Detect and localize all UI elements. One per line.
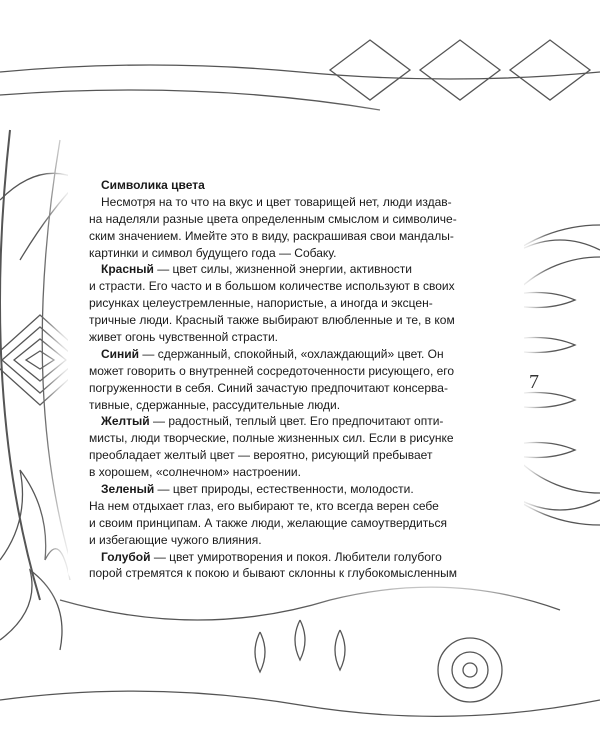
bottom-band [0,691,600,716]
red-line: и страсти. Его часто и в большом количестве используют в своих [89,279,455,294]
blue-line: тивные, сдержанные, рассудительные люди. [89,397,341,412]
red-line: живет огонь чувственной страсти. [89,330,278,345]
term-red: Красный [101,262,154,277]
lightblue-first-line: — цвет умиротворения и покоя. Любители голубого [150,549,442,564]
green-line: и своим принципам. А также люди, желающие самоутвердиться [89,515,447,530]
yellow-paragraph-start [89,413,509,430]
blue-first-line: — сдержанный, спокойный, «охлаждающий» цвет. Он [139,346,444,361]
left-flame-2 [0,570,62,650]
bottom-flower [438,638,502,702]
intro-line: ским значением. Имейте это в виду, раскрашивая свои мандалы- [89,228,454,243]
green-first-line: — цвет природы, естественности, молодости. [154,482,414,497]
page-number: 7 [529,371,539,393]
bottom-curve [60,587,560,620]
article-title: Символика цвета [101,178,205,192]
blue-line: погруженности в себя. Синий зачастую предпочитают консерва- [89,380,448,395]
green-line: и избегающие чужого влияния. [89,532,262,547]
red-line: тричные люди. Красный также выбирают влюбленные и те, в ком [89,313,455,328]
yellow-line: преобладает желтый цвет — вероятно, рисующий пребывает [89,448,433,463]
article [89,177,509,582]
red-first-line: — цвет силы, жизненной энергии, активности [153,262,412,277]
intro-line: картинки и символ будущего года — Собаку. [89,245,337,260]
top-curve [0,90,380,110]
bottom-drops [255,620,345,672]
intro-line: Несмотря на то что на вкус и цвет товарищей нет, люди издав- [101,194,452,209]
green-paragraph-start [89,481,509,498]
term-blue: Синий [101,346,140,361]
term-green: Зеленый [101,482,155,497]
term-lightblue: Голубой [101,549,151,564]
top-petal-band [0,65,600,79]
red-line: рисунках целеустремленные, напористые, а иногда и эксцен- [89,296,433,311]
left-flame-1 [0,470,70,580]
blue-paragraph-start [89,346,509,363]
green-line: На нем отдыхает глаз, его выбирают те, кто всегда верен себе [89,498,439,513]
blue-line: может говорить о внутренней сосредоточенности рисующего, его [89,363,455,378]
red-paragraph-start [89,261,509,278]
top-right-ornament [330,40,590,100]
yellow-line: в хорошем, «солнечном» настроении. [89,465,301,480]
intro-line: на наделяли разные цвета определенным смыслом и символиче- [89,211,457,226]
yellow-first-line: — радостный, теплый цвет. Его предпочитают опти- [149,414,444,429]
lightblue-line: порой стремятся к покою и бывают склонны к глубокомысленным [89,566,458,581]
term-yellow: Желтый [101,414,150,429]
lightblue-paragraph-start [89,549,509,566]
yellow-line: мисты, люди творческие, полные жизненных сил. Если в рисунке [89,431,454,446]
